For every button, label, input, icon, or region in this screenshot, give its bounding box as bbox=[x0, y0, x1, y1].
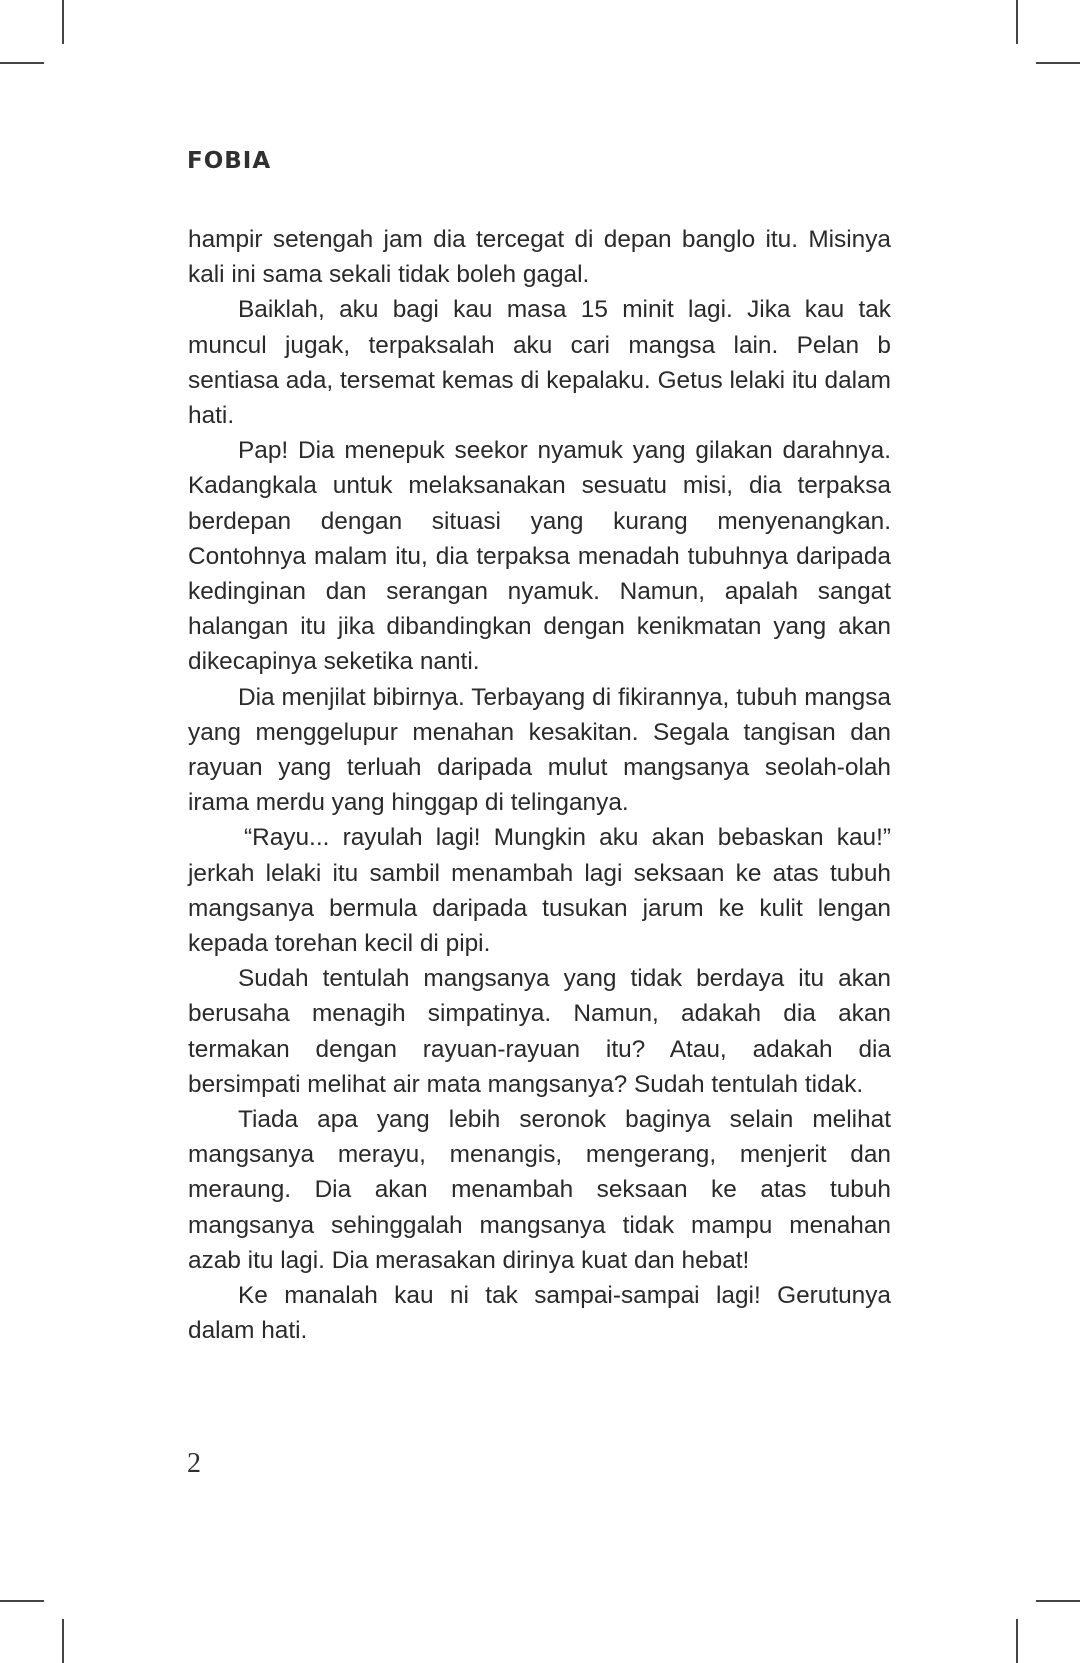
crop-mark-bottom-right-horizontal bbox=[1036, 1600, 1080, 1602]
crop-mark-top-right-horizontal bbox=[1036, 62, 1080, 64]
crop-mark-top-left-vertical bbox=[62, 0, 64, 44]
crop-mark-bottom-right-vertical bbox=[1016, 1619, 1018, 1663]
page-number: 2 bbox=[187, 1448, 201, 1479]
crop-mark-top-left-horizontal bbox=[0, 62, 44, 64]
paragraph-4: Dia menjilat bibirnya. Terbayang di fikirannya, tubuh mangsa yang menggelupur menahan kesakitan. Segala tangisan dan rayuan yang terluah daripada mulut mangsanya seolah-olah irama merdu yang hinggap di telinganya. bbox=[188, 683, 891, 817]
crop-mark-bottom-left-vertical bbox=[62, 1619, 64, 1663]
paragraph-6: Sudah tentulah mangsanya yang tidak berdaya itu akan berusaha menagih simpatinya. Namun, adakah dia akan termakan dengan rayuan-rayuan itu? Atau, adakah dia bersimpati melihat air mata mangsanya? Sudah tentulah tidak. bbox=[188, 965, 891, 1098]
paragraph-8: Ke manalah kau ni tak sampai-sampai lagi! Gerutunya dalam hati. bbox=[188, 1282, 891, 1345]
body-text bbox=[188, 222, 891, 1349]
paragraph-3: Pap! Dia menepuk seekor nyamuk yang gilakan darahnya. Kadangkala untuk melaksanakan sesuatu misi, dia terpaksa berdepan dengan situasi yang kurang menyenangkan. Contohnya malam itu, dia terpaksa menadah tubuhnya daripada kedinginan dan serangan nyamuk. Namun, apalah sangat halangan itu jika dibandingkan dengan kenikmatan yang akan dikecapinya seketika nanti. bbox=[188, 437, 891, 676]
running-head-title: FOBIA bbox=[187, 148, 272, 174]
paragraph-1: hampir setengah jam dia tercegat di depan banglo itu. Misinya kali ini sama sekali tidak boleh gagal. bbox=[188, 226, 891, 289]
paragraph-2: Baiklah, aku bagi kau masa 15 minit lagi. Jika kau tak muncul jugak, terpaksalah aku cari mangsa lain. Pelan b sentiasa ada, tersemat kemas di kepalaku. Getus lelaki itu dalam hati. bbox=[188, 296, 891, 430]
crop-mark-bottom-left-horizontal bbox=[0, 1600, 44, 1602]
paragraph-5: “Rayu... rayulah lagi! Mungkin aku akan bebaskan kau!” jerkah lelaki itu sambil menambah lagi seksaan ke atas tubuh mangsanya bermula daripada tusukan jarum ke kulit lengan kepada torehan kecil di pipi. bbox=[188, 824, 891, 958]
crop-mark-top-right-vertical bbox=[1016, 0, 1018, 44]
paragraph-7: Tiada apa yang lebih seronok baginya selain melihat mangsanya merayu, menangis, mengerang, menjerit dan meraung. Dia akan menambah seksaan ke atas tubuh mangsanya sehinggalah mangsanya tidak mampu menahan azab itu lagi. Dia merasakan dirinya kuat dan hebat! bbox=[188, 1106, 891, 1274]
